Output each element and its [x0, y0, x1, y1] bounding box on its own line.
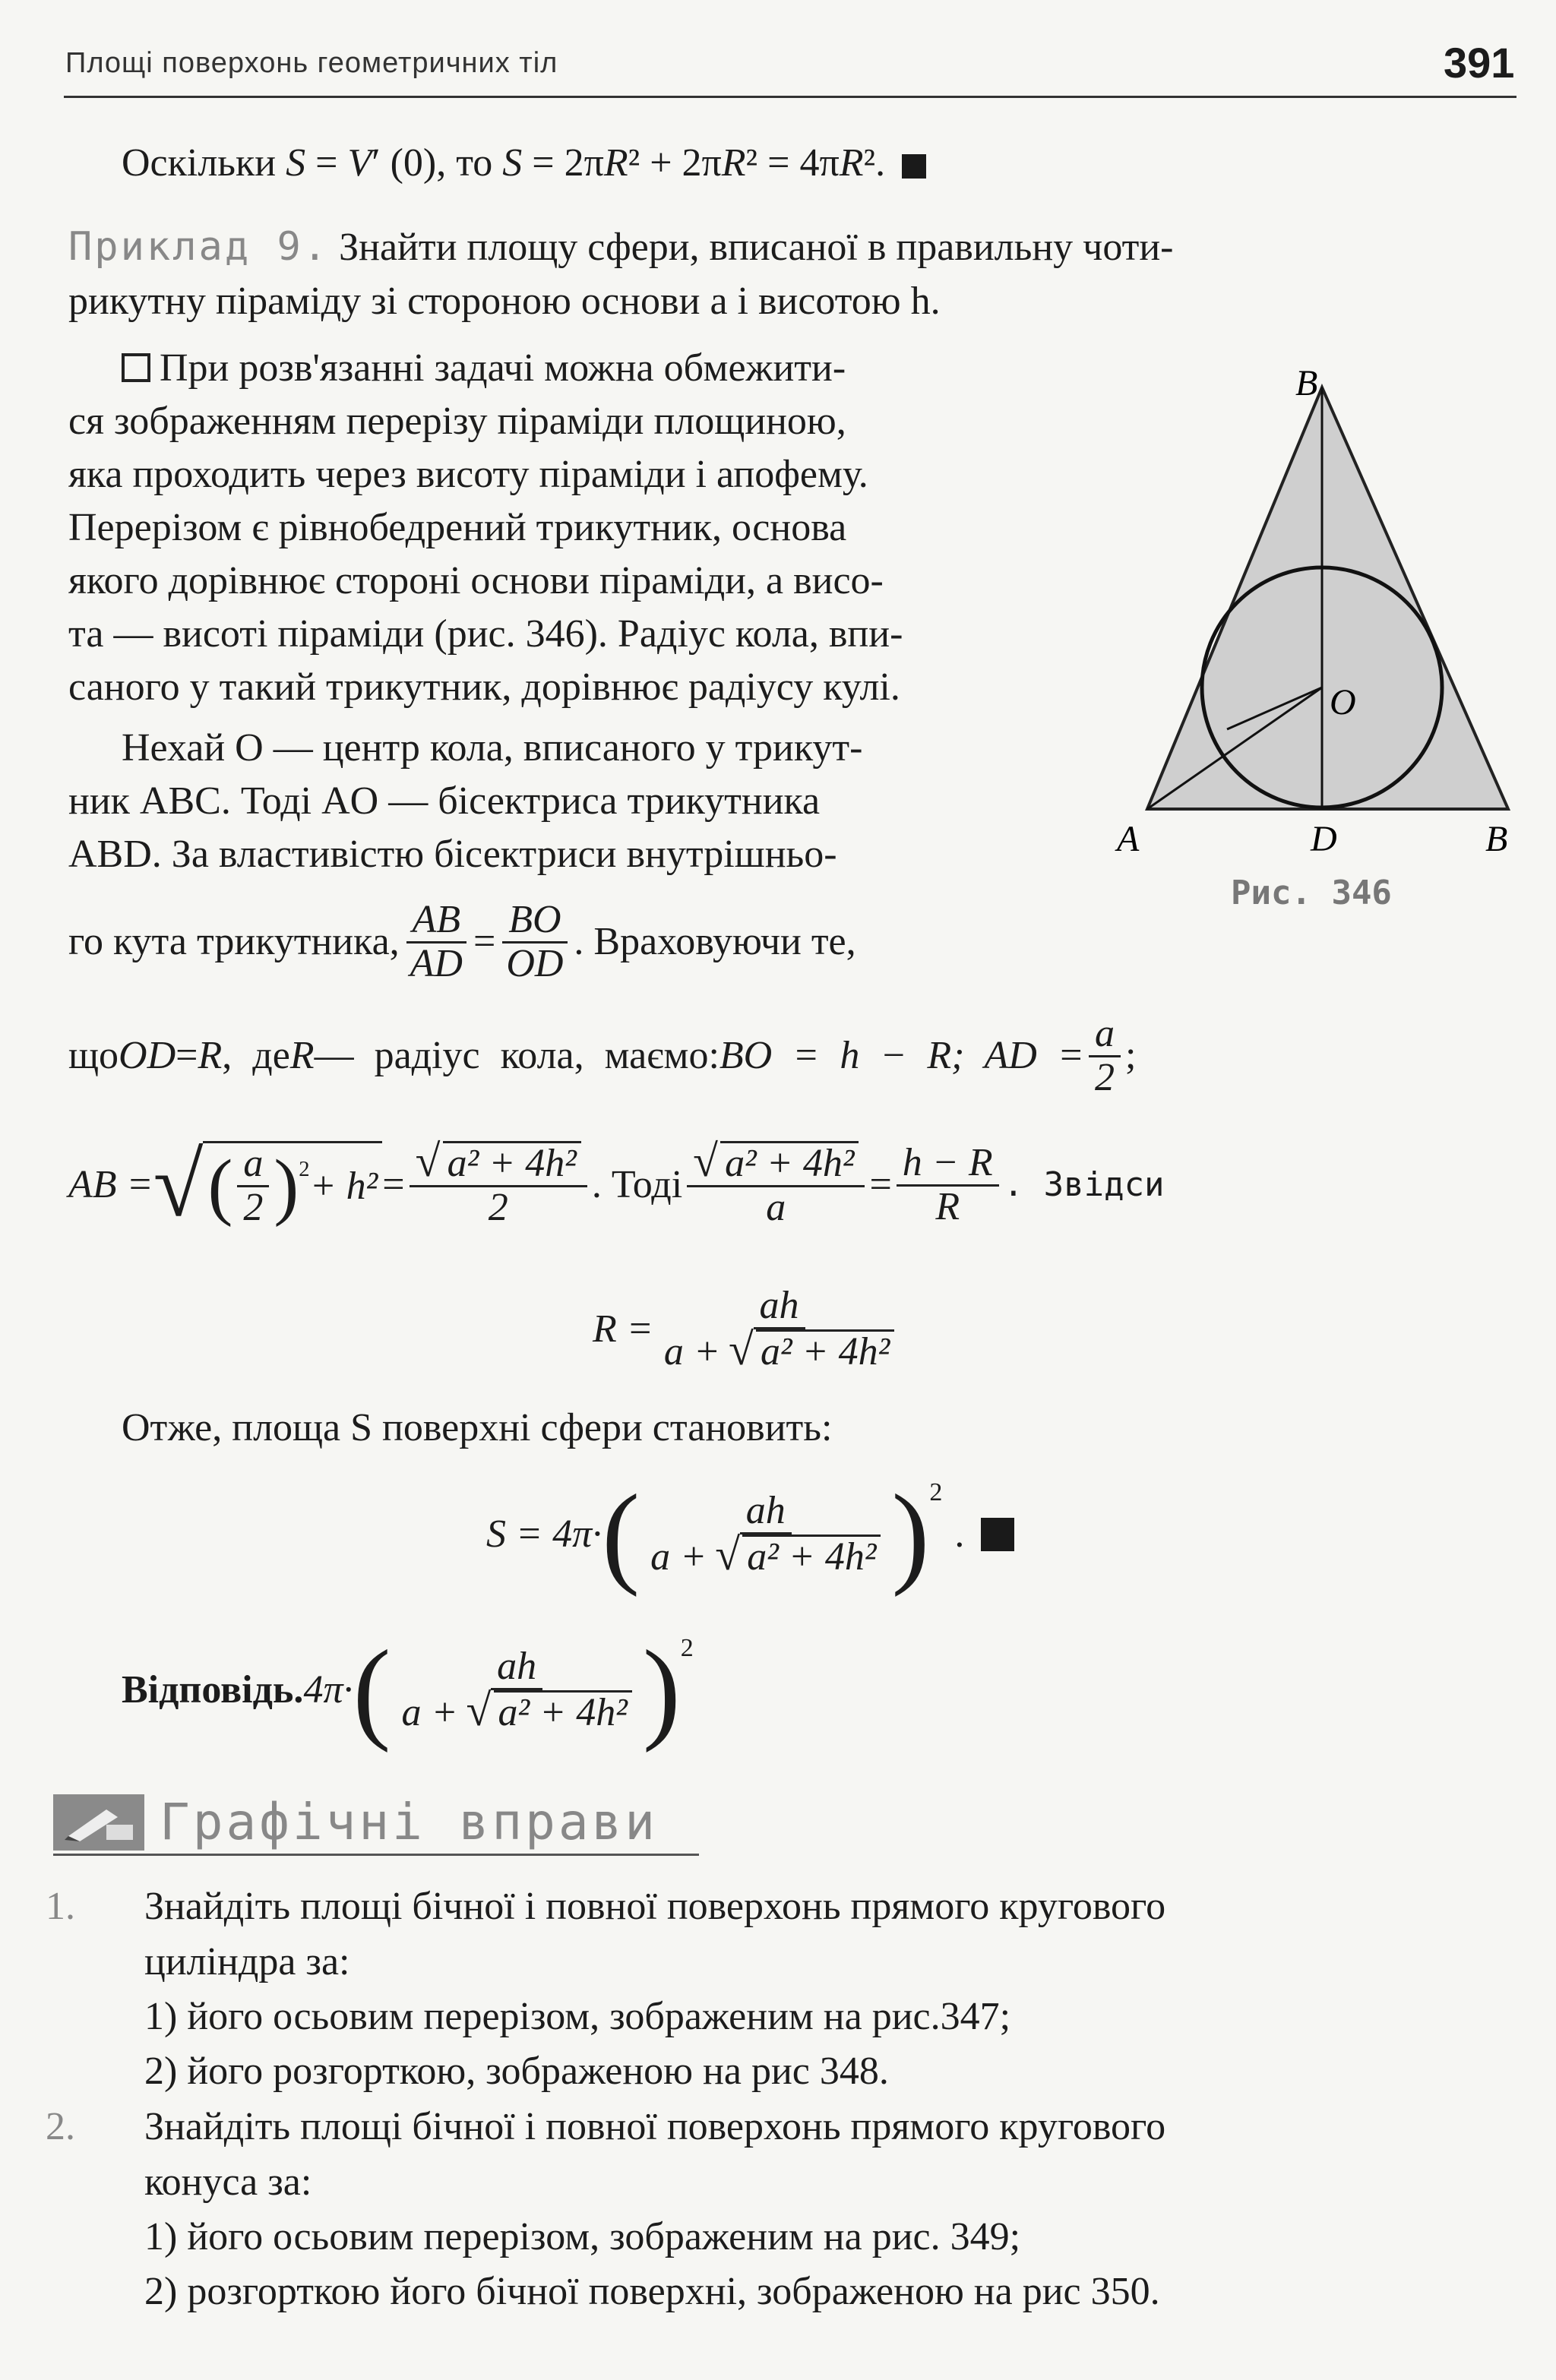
solution-line-3: яка проходить через висоту піраміди і апофему. — [68, 453, 868, 496]
bisector-equation-line: го кута трикутника, $\frac{AB}{AD}$ = $\frac{BO}{OD}$ . Враховуючи те, — [68, 897, 856, 985]
solution-line-5: якого дорівнює стороні основи піраміди, а висо- — [68, 559, 884, 602]
od-equation-line: що OD = R , де R — радіус кола, маємо: BO = h − R; AD = $\frac{a}{2}$ ; — [68, 1011, 1137, 1099]
label-b-top: B — [1295, 365, 1318, 403]
header-rule — [64, 96, 1516, 98]
solution-line-10: ABD. За властивістю бісектриси внутрішньо- — [68, 833, 837, 876]
label-b-right: B — [1485, 819, 1508, 859]
solution-line-2: ся зображенням перерізу піраміди площиною, — [68, 400, 846, 443]
triangle-abc — [1147, 387, 1508, 809]
exercise-2-line-2: конуса за: — [144, 2160, 312, 2204]
page-number: 391 — [1444, 39, 1515, 87]
fraction-h-minus-r-over-r: $\frac{h - R}{R}$ — [897, 1143, 999, 1228]
exercise-2-line-1: 2. Знайдіть площі бічної і повної поверхонь прямого кругового — [46, 2105, 1166, 2148]
example-label: Приклад 9. — [68, 224, 330, 270]
example-line-1: Приклад 9. Знайти площу сфери, вписаної в правильну чоти- — [68, 224, 1174, 270]
radius-formula: R = $\frac{ah}{\text{a + √ a² + 4h²}}$ — [593, 1269, 905, 1390]
figure-346 — [1109, 365, 1535, 912]
ab-equation-line: AB = √ ( $\frac{a}{2}$ ) $^2$ + h² = √ $\frac{\text{a² + 4h²}}{2}$ . Тоді √ $\frac{\text{a² + 4h²}}{a}$ = $\frac{h - R}{R}$ . Звідси — [68, 1117, 1165, 1253]
sphere-area-formula: S = 4π· ( $\frac{ah}{\text{a + √ a² + 4h²}}$ ) $^2$ . — [486, 1466, 1014, 1603]
section-title: Графічні вправи — [160, 1793, 659, 1851]
label-o: O — [1330, 682, 1356, 722]
exercise-2-item-1: 1) його осьовим перерізом, зображеним на рис. 349; — [144, 2215, 1021, 2258]
label-d: D — [1311, 819, 1337, 859]
fraction-sqrt-over-a: √ $\frac{\text{a² + 4h²}}{a}$ — [687, 1141, 865, 1228]
solution-line-9: ник ABC. Тоді AO — бісектриса трикутника — [68, 779, 821, 823]
fraction-ab-ad: $\frac{AB}{AD}$ — [404, 899, 469, 985]
exercise-2-item-2: 2) розгорткою його бічної поверхні, зображеною на рис 350. — [144, 2270, 1160, 2313]
answer-line: Відповідь. 4π· ( $\frac{ah}{\text{a + √ a² + 4h²}}$ ) $^2$ — [122, 1622, 694, 1759]
example-line-2: рикутну піраміду зі стороною основи a і висотою h. — [68, 280, 941, 323]
fraction-sqrt-over-2: √ $\frac{\text{a² + 4h²}}{2}$ — [410, 1141, 587, 1228]
end-of-proof-mark — [902, 154, 926, 179]
exercise-1-line-2: циліндра за: — [144, 1940, 350, 1983]
figure-caption: Рис. 346 — [1231, 874, 1392, 912]
pencil-hand-icon — [53, 1794, 144, 1851]
label-a: A — [1117, 819, 1140, 859]
end-of-solution-mark — [981, 1518, 1014, 1551]
solution-line-1: При розв'язанні задачі можна обмежити- — [122, 342, 846, 395]
solution-line-7: саного у такий трикутник, дорівнює радіусу кулі. — [68, 665, 900, 709]
fraction-a-over-2: $\frac{a}{2}$ — [1089, 1013, 1121, 1098]
section-header — [53, 1793, 658, 1851]
solution-line-6: та — висоті піраміди (рис. 346). Радіус кола, впи- — [68, 612, 903, 656]
intro-line: Оскільки S = V′ (0), то S = 2πR² + 2πR² = 4πR². — [122, 137, 926, 190]
exercise-1-item-2: 2) його розгорткою, зображеною на рис 348. — [144, 2050, 889, 2093]
solution-line-8: Нехай O — центр кола, вписаного у трикут- — [122, 726, 863, 770]
running-header: Площі поверхонь геометричних тіл — [65, 47, 558, 79]
exercise-1-line-1: 1. Знайдіть площі бічної і повної поверхонь прямого кругового — [46, 1885, 1166, 1928]
fraction-bo-od: $\frac{BO}{OD}$ — [500, 899, 569, 985]
section-rule — [53, 1854, 699, 1856]
solution-start-box-icon — [122, 353, 150, 382]
exercise-1-item-1: 1) його осьовим перерізом, зображеним на рис.347; — [144, 1995, 1011, 2038]
area-intro-line: Отже, площа S поверхні сфери становить: — [122, 1406, 833, 1449]
solution-line-4: Перерізом є рівнобедрений трикутник, основа — [68, 506, 847, 549]
